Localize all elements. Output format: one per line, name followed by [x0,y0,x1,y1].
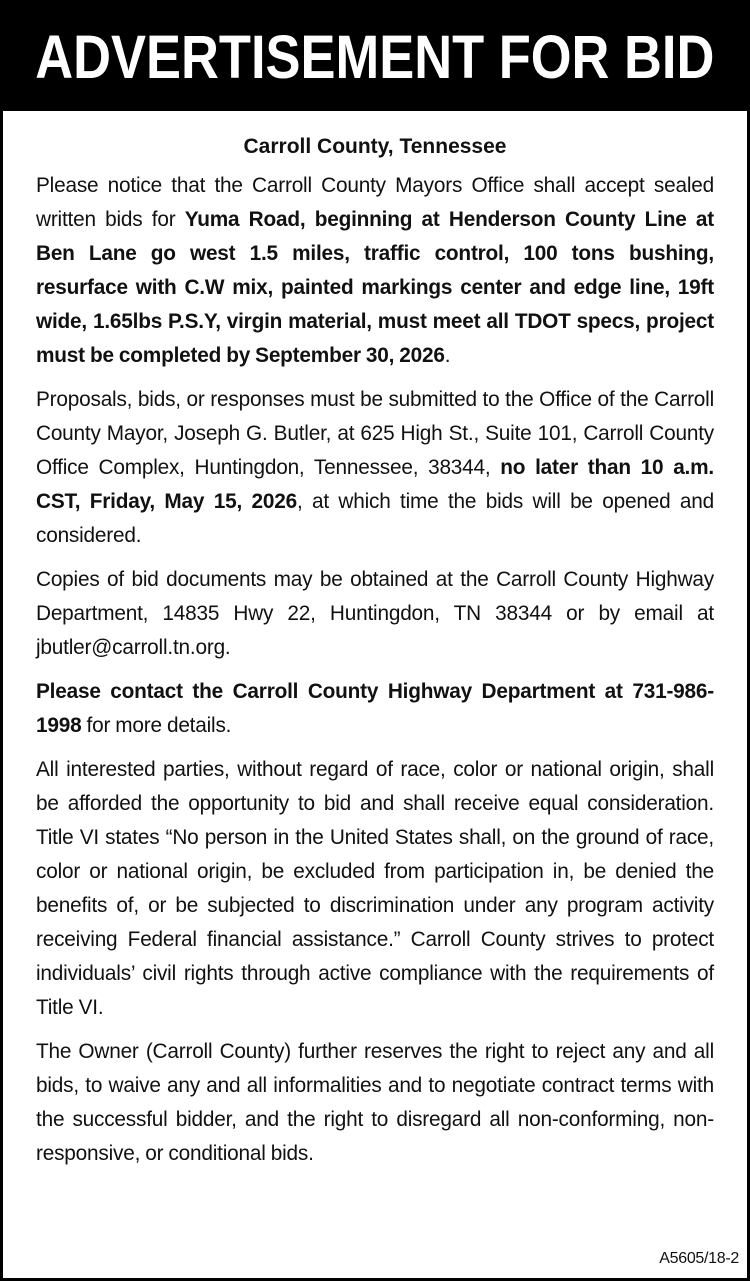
paragraph-project [36,169,714,373]
contact-info: Please contact the Carroll County Highway Department at 731-986-1998 [36,680,714,737]
title-banner [3,3,747,111]
paragraph-submission [36,383,714,553]
paragraph-owner-rights: The Owner (Carroll County) further reserves the right to reject any and all bids, to waive any and all informalities and to negotiate contract terms with the successful bidder, and the right to disregard all non-conforming, non-responsive, or conditional bids. [36,1040,714,1165]
paragraph-contact-end: for more details. [81,714,232,737]
paragraph-documents: Copies of bid documents may be obtained at the Carroll County Highway Department, 14835 Hwy 22, Huntingdon, TN 38344 or by email at jbutler@carroll.tn.org. [36,568,714,659]
paragraph-project-intro: Please notice that the Carroll County Mayors Office shall accept sealed written bids for [36,174,714,231]
county-heading: Carroll County, Tennessee [243,135,507,158]
paragraph-submission-end: , at which time the bids will be opened and considered. [36,490,714,547]
paragraph-project-end: . [444,344,451,367]
submission-deadline: no later than 10 a.m. CST, Friday, May 15, 2026 [36,456,715,513]
page-title: ADVERTISEMENT FOR BID [35,22,715,91]
notice-body [3,111,747,1171]
paragraph-contact [36,675,714,743]
paragraph-title-vi: All interested parties, without regard of race, color or national origin, shall be afforded the opportunity to bid and shall receive equal consideration. Title VI states “No person in the United States shall, on the ground of race, color or national origin, be excluded from participation in, be denied the benefits of, or be subjected to discrimination under any program activity receiving Federal financial assistance.” Carroll County strives to protect individuals’ civil rights through active compliance with the requirements of Title VI. [36,758,714,1019]
paragraph-submission-intro: Proposals, bids, or responses must be submitted to the Office of the Carroll County Mayor, Joseph G. Butler, at 625 High St., Suite 101, Carroll County Office Complex, Huntingdon, Tennessee, 38344, [36,388,714,479]
project-description: Yuma Road, beginning at Henderson County Line at Ben Lane go west 1.5 miles, traffic control, 100 tons bushing, resurface with C.W mix, painted markings center and edge line, 19ft wide, 1.65lbs P.S.Y, virgin material, must meet all TDOT specs, project must be completed by September 30, 2026 [36,208,714,367]
reference-code: A5605/18-2 [659,1250,739,1267]
